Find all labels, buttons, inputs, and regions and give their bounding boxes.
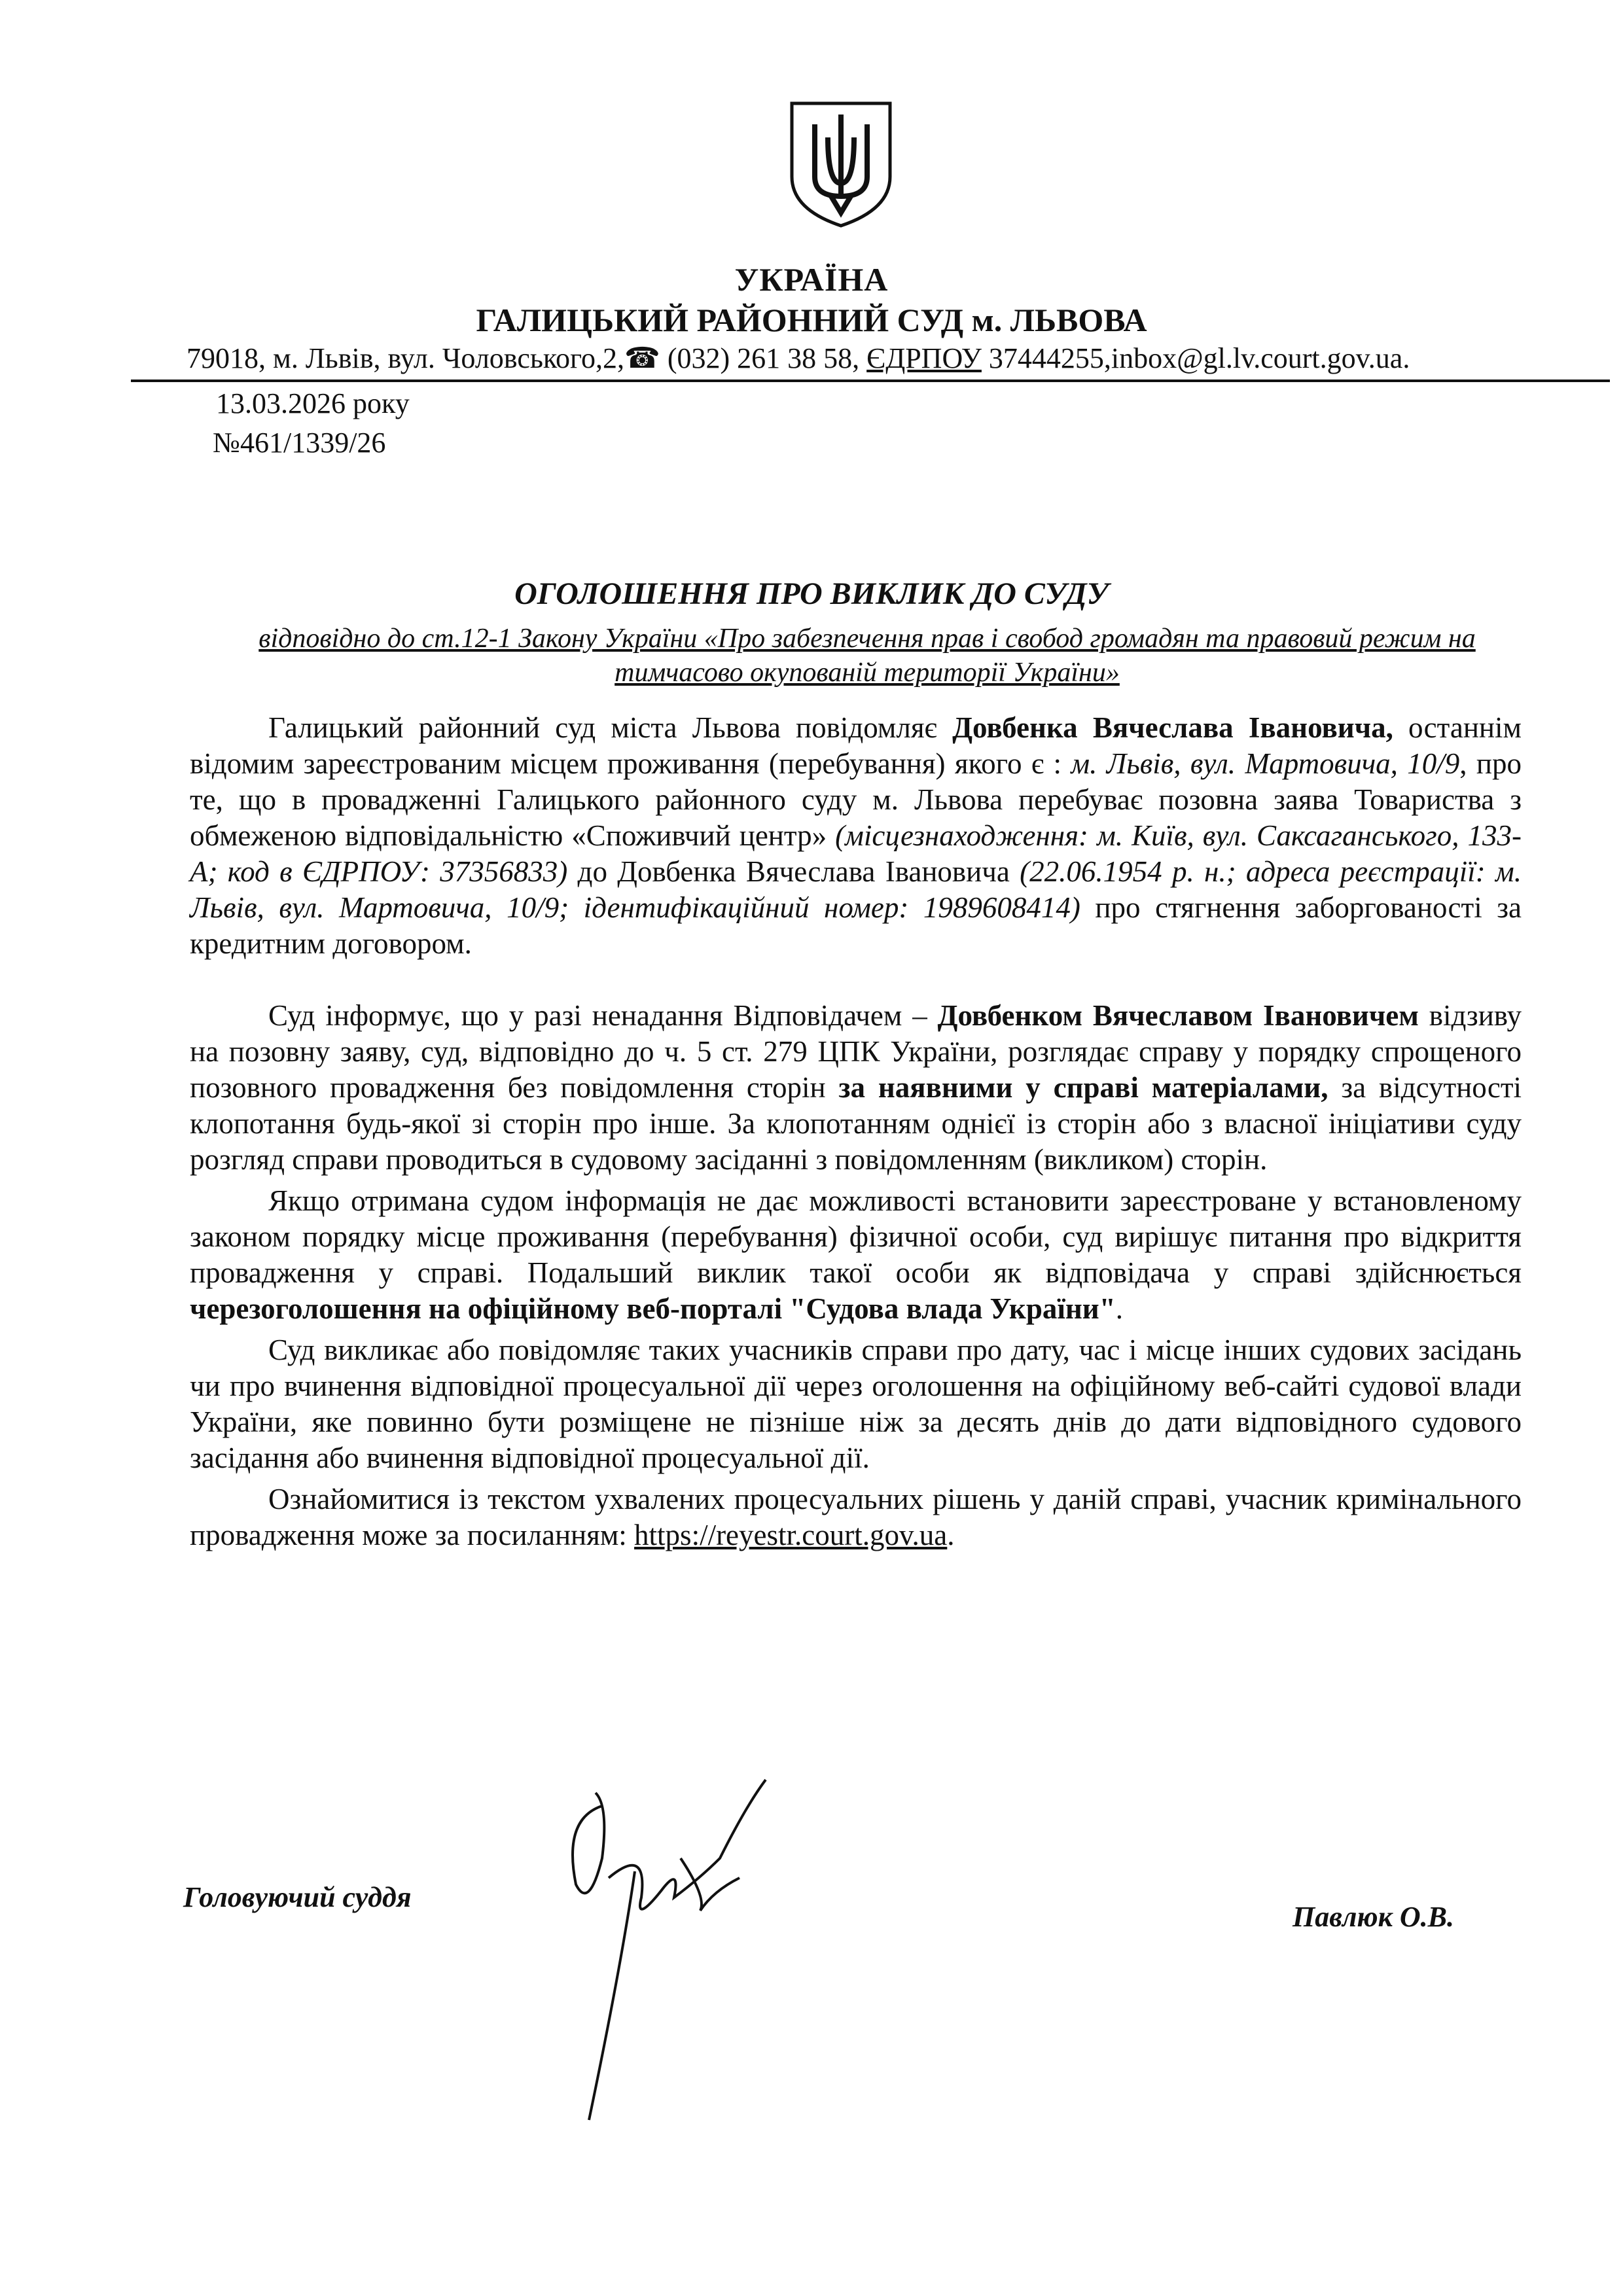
text: Суд інформує, що у разі ненадання Відповідачем – xyxy=(268,999,938,1032)
text: до Довбенка Вячеслава Івановича xyxy=(567,855,1020,888)
text: за відсутності клопотання будь-якої зі сторін про інше. За клопотанням однієї із сторін або з власної ініціативи суду розгляд справи проводиться в судовому засіданні з повідомленням (викликом) сторін. xyxy=(190,1071,1522,1176)
court-address-line xyxy=(187,343,1410,374)
text: відзиву на позовну заяву, суд, відповідно до ч. 5 ст. 279 ЦПК України, розглядає справу у порядку спрощеного позовного провадження без повідомлення сторін xyxy=(190,999,1522,1104)
edrpou-label: ЄДРПОУ xyxy=(866,342,982,374)
text: останнім відомим зареєстрованим місцем проживання (перебування) якого є : xyxy=(190,711,1522,780)
paragraph-2 xyxy=(190,998,1522,1178)
paragraph-3 xyxy=(190,1183,1522,1327)
defendant-name: Довбенком Вячеславом Івановичем xyxy=(937,999,1419,1032)
emphasis: за наявними у справі матеріалами, xyxy=(838,1071,1329,1104)
document-date: 13.03.2026 року xyxy=(216,387,410,419)
header-divider xyxy=(131,380,1610,382)
country-heading: УКРАЇНА xyxy=(734,261,889,298)
document-body xyxy=(190,710,1522,1553)
defendant-details: (22.06.1954 р. н.; адреса реєстрації: м. Львів, вул. Мартовича, 10/9; ідентифікаційний номер: 1989608414) xyxy=(190,855,1522,924)
phone: (032) 261 38 58, xyxy=(667,342,860,374)
text: Якщо отримана судом інформація не дає можливості встановити зареєстроване у встановленому законом порядку місце проживання (перебування) фізичної особи, суд вирішує питання про відкриття провадження у справі. Подальший виклик такої особи як відповідача у справі здійснюється xyxy=(190,1184,1522,1289)
plaintiff-details: (місцезнаходження: м. Київ, вул. Саксаганського, 133-А; код в ЄДРПОУ: 37356833) xyxy=(190,819,1522,888)
registry-link[interactable]: https://reyestr.court.gov.ua xyxy=(634,1519,948,1551)
document-number: №461/1339/26 xyxy=(213,427,386,459)
text: Галицький районний суд міста Львова повідомляє xyxy=(268,711,953,744)
text: Ознайомитися із текстом ухвалених процесуальних рішень у даній справі, учасник кримінального провадження може за посиланням: xyxy=(190,1483,1522,1551)
text: . xyxy=(1115,1292,1123,1325)
edrpou-email: 37444255,inbox@gl.lv.court.gov.ua. xyxy=(988,342,1410,374)
paragraph-5 xyxy=(190,1481,1522,1553)
defendant-address: м. Львів, вул. Мартовича, 10/9 xyxy=(1071,747,1460,780)
paragraph-4: Суд викликає або повідомляє таких учасників справи про дату, час і місце інших судових засідань чи про вчинення відповідної процесуальної дії через оголошення на офіційному веб-сайті судової влади України, яке повинно бути розміщене не пізніше ніж за десять днів до дати відповідного судового засідання або вчинення відповідної процесуальної дії. xyxy=(190,1333,1522,1474)
emphasis: черезоголошення на офіційному веб-порталі "Судова влада України" xyxy=(190,1292,1116,1325)
coat-of-arms-icon xyxy=(785,98,897,229)
telephone-icon: ☎ xyxy=(624,342,660,374)
text: , про те, що в провадженні Галицького районного суду м. Львова перебуває позовна заява Товариства з обмеженою відповідальністю «Споживчий центр» xyxy=(190,747,1522,852)
court-name: ГАЛИЦЬКИЙ РАЙОННИЙ СУД м. ЛЬВОВА xyxy=(476,302,1147,338)
text: . xyxy=(947,1519,955,1551)
paragraph-1 xyxy=(190,710,1522,962)
defendant-name: Довбенка Вячеслава Івановича, xyxy=(952,711,1393,744)
document-title: ОГОЛОШЕННЯ ПРО ВИКЛИК ДО СУДУ xyxy=(514,576,1109,611)
text: про стягнення заборгованості за кредитним договором. xyxy=(190,891,1522,960)
document-subtitle: відповідно до ст.12-1 Закону України «Про забезпечення прав і свобод громадян та правовий режим на тимчасово окупованій території України» xyxy=(259,624,1476,688)
judge-name: Павлюк О.В. xyxy=(1293,1901,1455,1933)
judge-title: Головуючий суддя xyxy=(183,1881,412,1913)
address: 79018, м. Львів, вул. Чоловського,2, xyxy=(187,342,625,374)
signature xyxy=(550,1767,812,2133)
